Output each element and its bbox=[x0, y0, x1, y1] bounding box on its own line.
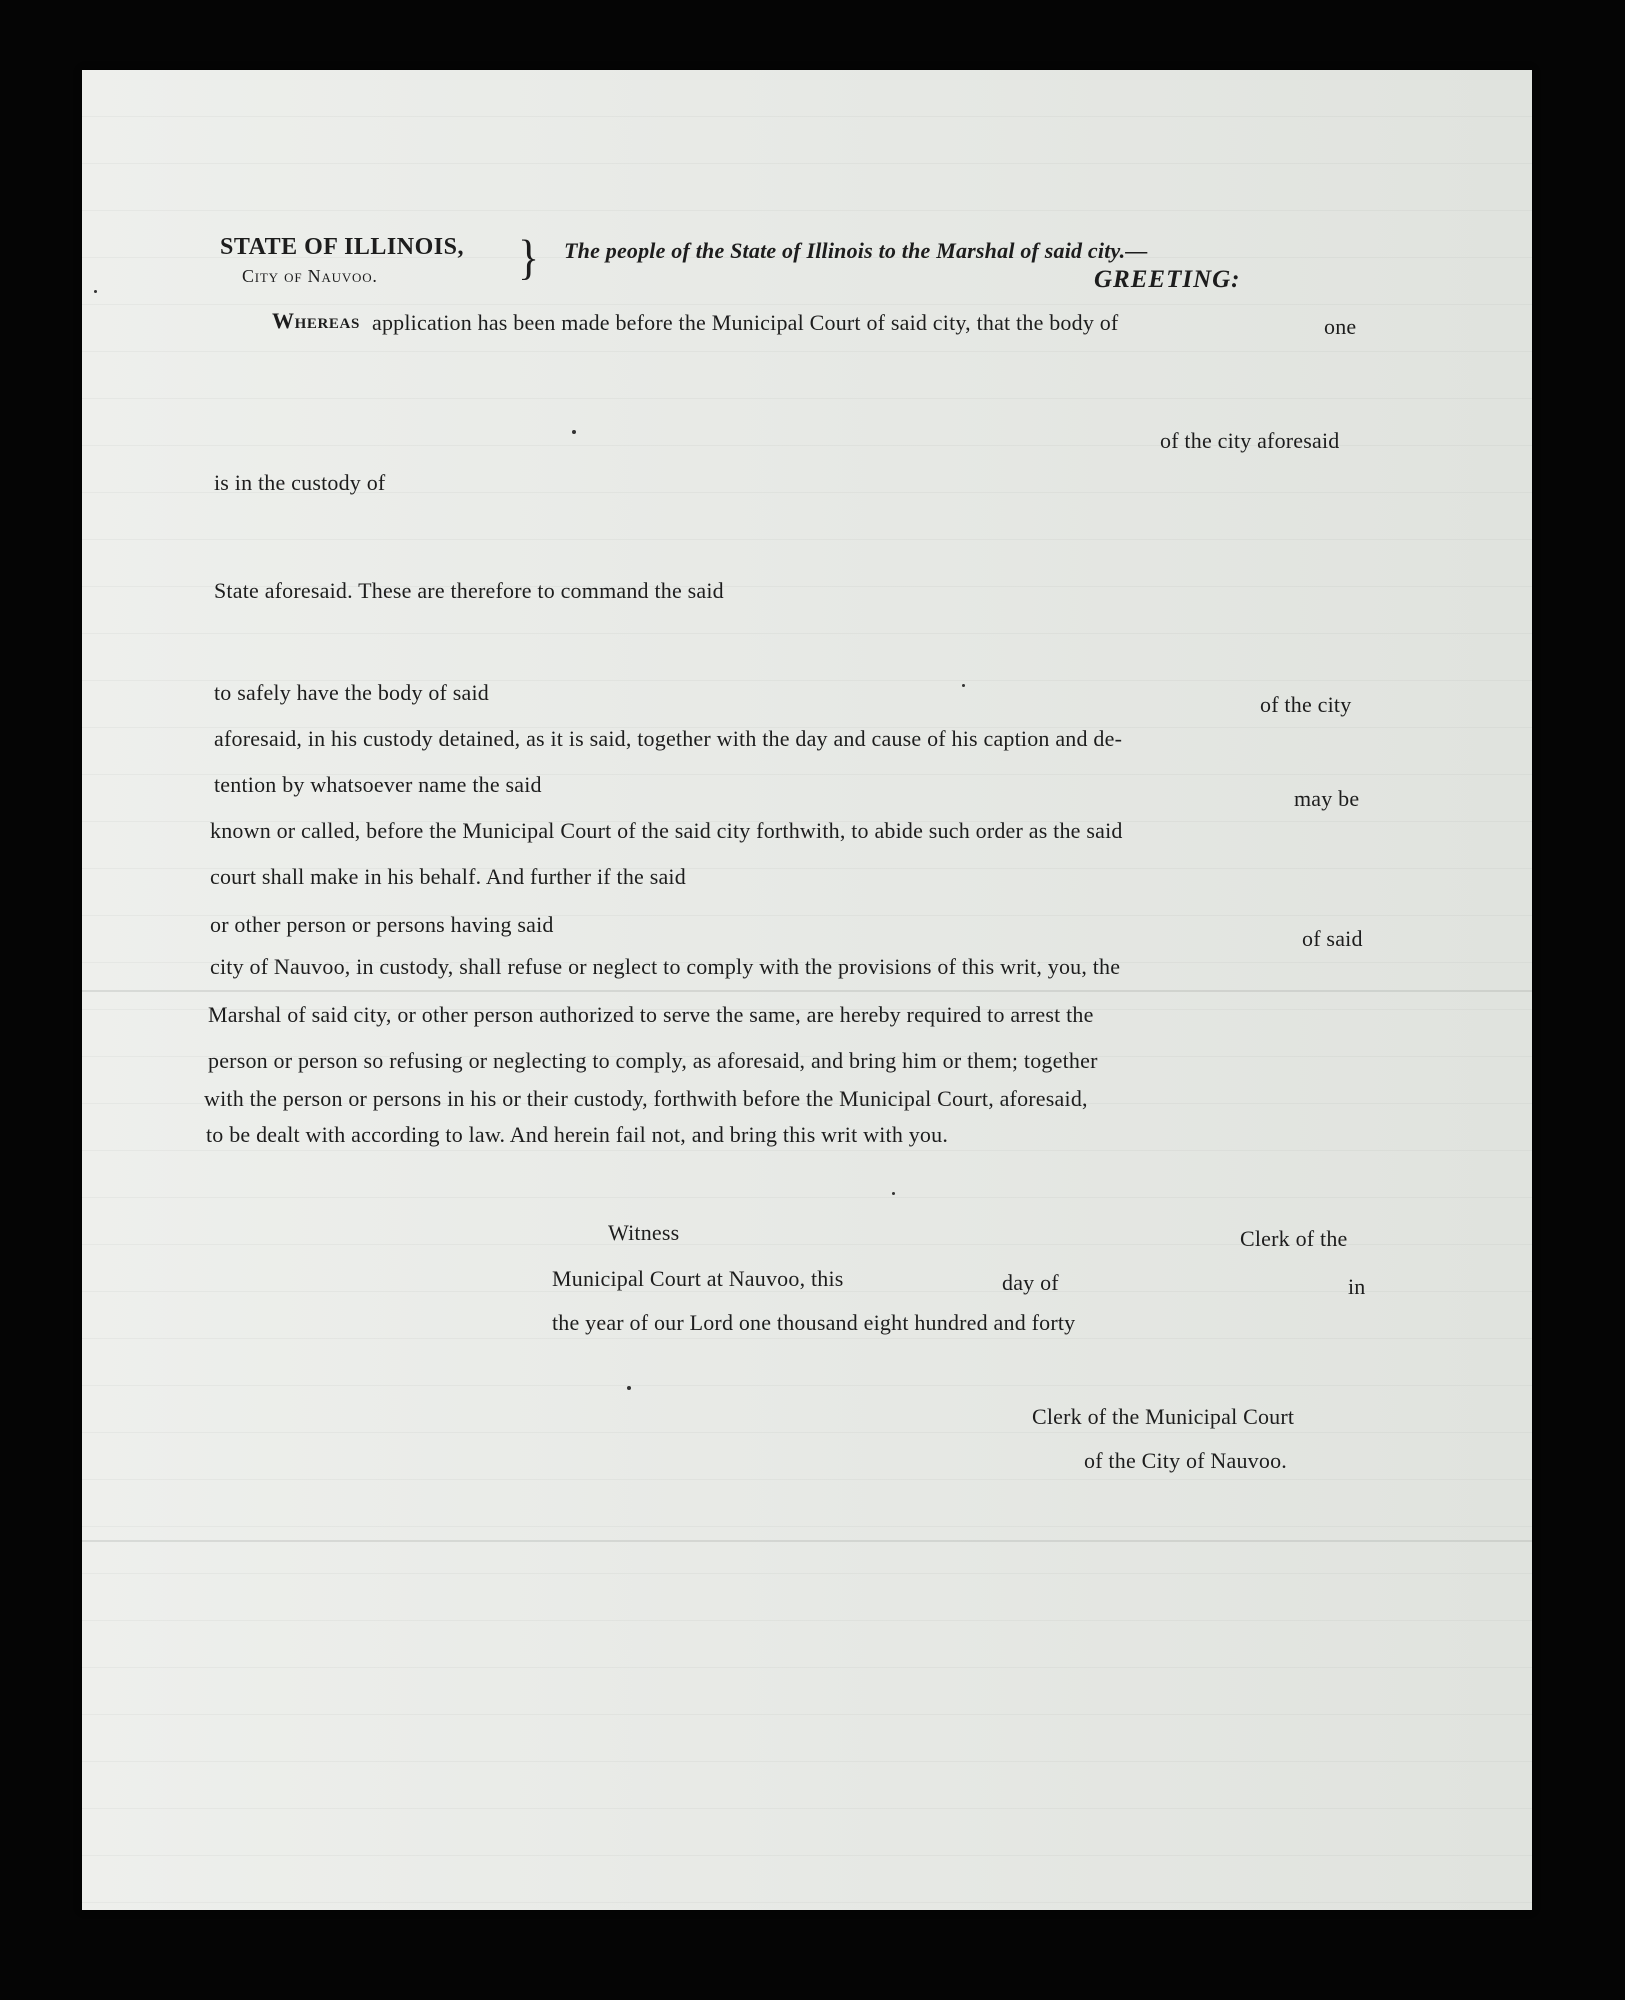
body-line-14: with the person or persons in his or their custody, forthwith before the Municipal Court, aforesaid, bbox=[204, 1086, 1088, 1111]
ink-speck bbox=[94, 290, 97, 293]
body-line-9: court shall make in his behalf. And further if the said bbox=[210, 864, 686, 889]
body-line-7-end: may be bbox=[1294, 786, 1360, 811]
clerk-signature-line-2: of the City of Nauvoo. bbox=[1084, 1448, 1287, 1473]
day-of: day of bbox=[1002, 1270, 1059, 1295]
body-line-15: to be dealt with according to law. And herein fail not, and bring this writ with you. bbox=[206, 1122, 949, 1147]
body-line-1-end: one bbox=[1324, 314, 1357, 339]
fold-line bbox=[82, 990, 1532, 992]
body-line-5: to safely have the body of said bbox=[214, 680, 490, 705]
fold-line bbox=[82, 1540, 1532, 1542]
body-line-12: Marshal of said city, or other person authorized to serve the same, are hereby required to arrest the bbox=[208, 1002, 1094, 1027]
body-line-8: known or called, before the Municipal Court of the said city forthwith, to abide such order as the said bbox=[210, 818, 1123, 843]
ink-speck bbox=[962, 684, 965, 687]
body-line-5-end: of the city bbox=[1260, 692, 1352, 717]
ink-speck bbox=[627, 1386, 631, 1390]
body-line-11: city of Nauvoo, in custody, shall refuse or neglect to comply with the provisions of this writ, you, the bbox=[210, 954, 1121, 979]
ink-speck bbox=[572, 430, 576, 434]
body-line-13: person or person so refusing or neglecting to comply, as aforesaid, and bring him or them; together bbox=[208, 1048, 1098, 1073]
greeting: GREETING: bbox=[1094, 266, 1241, 293]
city-heading: City of Nauvoo. bbox=[242, 266, 378, 286]
body-line-3: is in the custody of bbox=[214, 470, 386, 495]
in-word: in bbox=[1348, 1274, 1366, 1299]
document-sheet bbox=[82, 70, 1532, 1910]
court-at-nauvoo: Municipal Court at Nauvoo, this bbox=[552, 1266, 844, 1291]
ink-speck bbox=[892, 1192, 895, 1195]
body-line-6: aforesaid, in his custody detained, as it is said, together with the day and cause of his caption and de- bbox=[214, 726, 1123, 751]
body-line-10: or other person or persons having said bbox=[210, 912, 554, 937]
body-line-4: State aforesaid. These are therefore to command the said bbox=[214, 578, 724, 603]
clerk-of-the: Clerk of the bbox=[1240, 1226, 1348, 1251]
witness-label: Witness bbox=[608, 1220, 680, 1245]
body-line-10-end: of said bbox=[1302, 926, 1363, 951]
year-line: the year of our Lord one thousand eight hundred and forty bbox=[552, 1310, 1076, 1335]
clerk-signature-line-1: Clerk of the Municipal Court bbox=[1032, 1404, 1295, 1429]
state-heading: STATE OF ILLINOIS, bbox=[220, 234, 464, 260]
address-line: The people of the State of Illinois to the Marshal of said city.— bbox=[564, 238, 1148, 263]
body-line-1: application has been made before the Municipal Court of said city, that the body of bbox=[372, 310, 1119, 335]
brace-icon: } bbox=[518, 230, 540, 285]
body-line-7: tention by whatsoever name the said bbox=[214, 772, 542, 797]
whereas-word: Whereas bbox=[272, 308, 360, 333]
body-line-2: of the city aforesaid bbox=[1160, 428, 1340, 453]
